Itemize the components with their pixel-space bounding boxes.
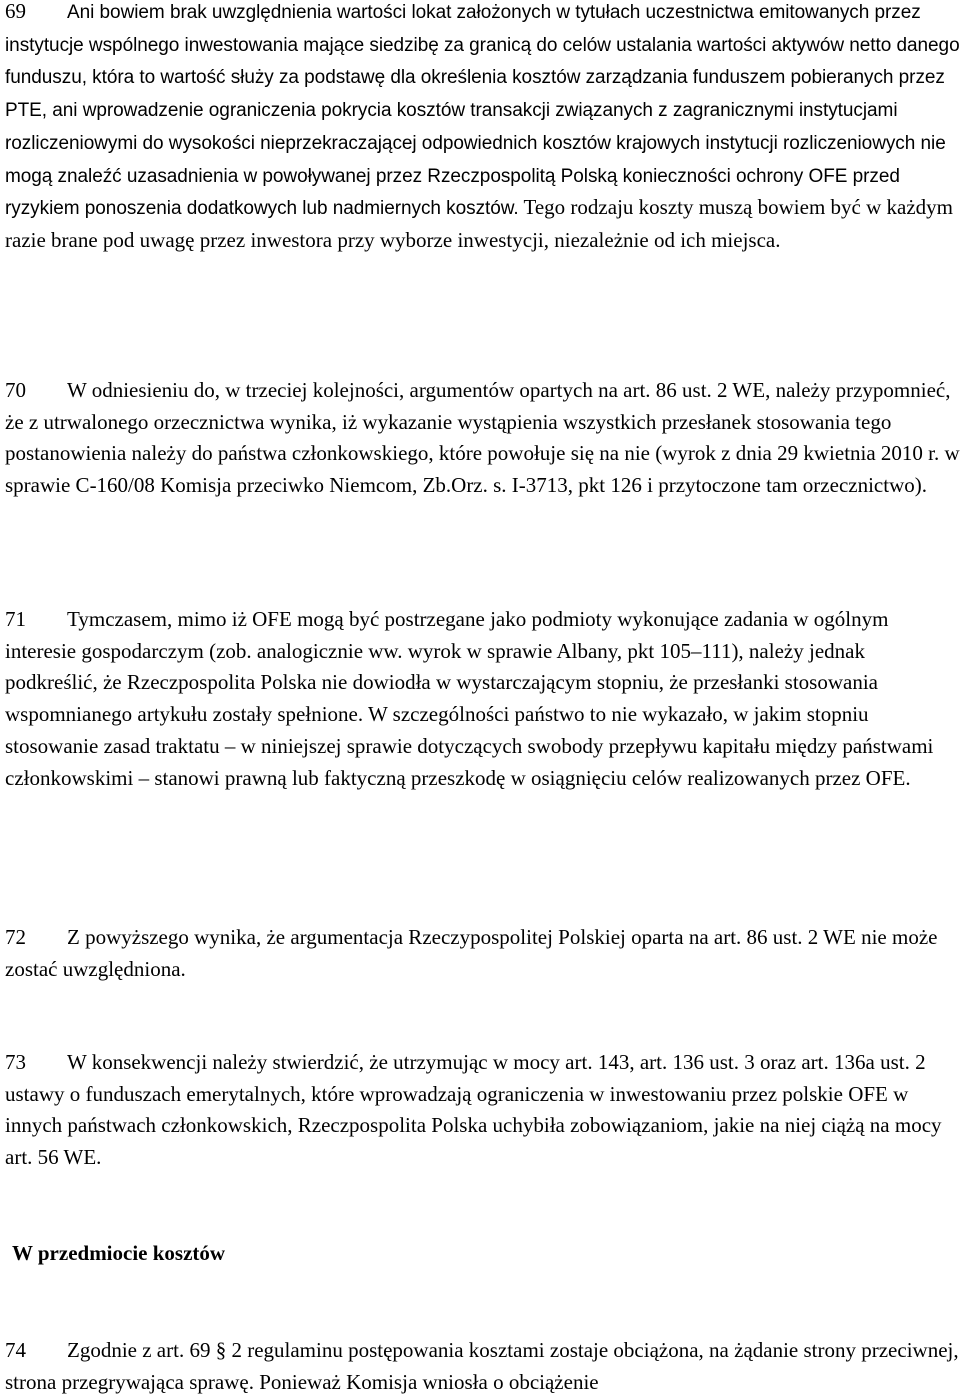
paragraph-number: 74 [5, 1338, 26, 1362]
paragraph-number: 70 [5, 378, 26, 402]
paragraph-73 [5, 1047, 960, 1174]
paragraph-text-sans: Ani bowiem brak uwzględnienia wartości lokat założonych w tytułach uczestnictwa emitowanych przez instytucje wspólnego inwestowania mające siedzibę za granicą do celów ustalania wartości aktywów netto danego funduszu, która to wartość służy za podstawę dla określenia kosztów zarządzania funduszem pobieranych przez PTE, ani wprowadzenie ograniczenia pokrycia kosztów transakcji związanych z zagranicznymi instytucjami rozliczeniowymi do wysokości nieprzekraczającej odpowiednich kosztów krajowych instytucji rozliczeniowych nie mogą znaleźć uzasadnienia w powoływanej przez Rzeczpospolitą Polską konieczności ochrony OFE przed ryzykiem ponoszenia dodatkowych lub nadmiernych kosztów. [5, 2, 960, 220]
paragraph-69 [5, 0, 960, 257]
paragraph-number: 71 [5, 607, 26, 631]
paragraph-text: Tymczasem, mimo iż OFE mogą być postrzegane jako podmioty wykonujące zadania w ogólnym interesie gospodarczym (zob. analogicznie ww. wyrok w sprawie Albany, pkt 105–111), należy jednak podkreślić, że Rzeczpospolita Polska nie dowiodła w wystarczającym stopniu, że przesłanki stosowania wspomnianego artykułu zostały spełnione. W szczególności państwo to nie wykazało, w jakim stopniu stosowanie zasad traktatu – w niniejszej sprawie dotyczących swobody przepływu kapitału między państwami członkowskimi – stanowi prawną lub faktyczną przeszkodę w osiągnięciu celów realizowanych przez OFE. [5, 607, 934, 790]
paragraph-text: Zgodnie z art. 69 § 2 regulaminu postępowania kosztami zostaje obciążona, na żądanie strony przeciwnej, strona przegrywająca sprawę. Ponieważ Komisja wniosła o obciążenie [5, 1338, 959, 1394]
paragraph-text: Tego rodzaju koszty muszą bowiem być w każdym razie brane pod uwagę przez inwestora przy wyborze inwestycji, niezależnie od ich miejsca. [5, 195, 953, 252]
paragraph-text: Z powyższego wynika, że argumentacja Rzeczypospolitej Polskiej oparta na art. 86 ust. 2 WE nie może zostać uwzględniona. [5, 925, 938, 981]
paragraph-71 [5, 604, 960, 794]
paragraph-number: 73 [5, 1050, 26, 1074]
paragraph-74 [5, 1335, 960, 1397]
paragraph-number: 69 [5, 0, 26, 23]
paragraph-72 [5, 922, 960, 985]
section-heading: W przedmiocie kosztów [12, 1241, 226, 1265]
paragraph-text: W konsekwencji należy stwierdzić, że utrzymując w mocy art. 143, art. 136 ust. 3 oraz art. 136a ust. 2 ustawy o funduszach emerytalnych, które wprowadzają ograniczenia w inwestowaniu przez polskie OFE w innych państwach członkowskich, Rzeczpospolita Polska uchybiła zobowiązaniom, jakie na niej ciążą na mocy art. 56 WE. [5, 1050, 942, 1170]
paragraph-number: 72 [5, 925, 26, 949]
paragraph-70 [5, 375, 960, 502]
paragraph-text: W odniesieniu do, w trzeciej kolejności, argumentów opartych na art. 86 ust. 2 WE, należy przypomnieć, że z utrwalonego orzecznictwa wynika, iż wykazanie wystąpienia wszystkich przesłanek stosowania tego postanowienia należy do państwa członkowskiego, które powołuje się na nie (wyrok z dnia 29 kwietnia 2010 r. w sprawie C‑160/08 Komisja przeciwko Niemcom, Zb.Orz. s. I‑3713, pkt 126 i przytoczone tam orzecznictwo). [5, 378, 960, 498]
